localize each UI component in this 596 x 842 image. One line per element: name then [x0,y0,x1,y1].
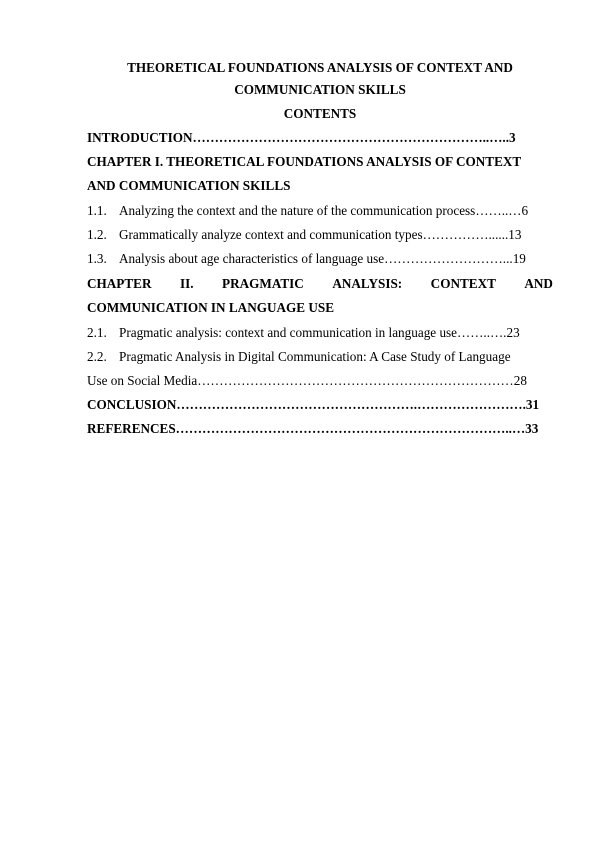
document-title-line-1: THEORETICAL FOUNDATIONS ANALYSIS OF CONTEXT AND [127,60,513,75]
toc-section-2-1 [87,325,553,341]
document-title-line-2: COMMUNICATION SKILLS [234,82,406,97]
toc-section-1-1 [87,203,553,219]
section-number: 1.1. [87,203,107,218]
chapter-2-word: PRAGMATIC [222,276,304,291]
section-title: Analyzing the context and the nature of the communication process……..…6 [119,203,529,218]
toc-chapter-1-line-2: AND COMMUNICATION SKILLS [87,178,291,193]
section-title: Analysis about age characteristics of language use………………………...19 [119,251,526,266]
chapter-2-word: II. [179,276,194,291]
toc-chapter-1-line-1: CHAPTER I. THEORETICAL FOUNDATIONS ANALYSIS OF CONTEXT [87,154,522,169]
toc-references: REFERENCES…………………………………………………………………..…33 [87,421,539,436]
section-number: 2.1. [87,325,107,340]
section-number: 1.3. [87,251,107,266]
toc-section-1-2 [87,227,553,243]
toc-section-2-2-continuation: Use on Social Media………………………………………………………………28 [87,373,527,388]
chapter-2-word: CHAPTER [87,276,152,291]
toc-conclusion: CONCLUSION……………………………………………….…………………….31 [87,397,540,412]
toc-section-1-3 [87,251,553,267]
section-title: Grammatically analyze context and communication types……………......13 [119,227,522,242]
toc-chapter-2-line-2: COMMUNICATION IN LANGUAGE USE [87,300,335,315]
contents-heading: CONTENTS [283,106,357,121]
toc-chapter-2-line-1 [87,276,553,292]
toc-introduction: INTRODUCTION…………………………………………………………..…..3 [87,130,516,145]
chapter-2-word: AND [524,276,553,291]
section-number: 2.2. [87,349,107,364]
section-title: Pragmatic analysis: context and communication in language use……..….23 [119,325,520,340]
toc-section-2-2 [87,349,553,365]
section-number: 1.2. [87,227,107,242]
chapter-2-word: CONTEXT [430,276,496,291]
section-title: Pragmatic Analysis in Digital Communication: A Case Study of Language [119,349,511,364]
chapter-2-word: ANALYSIS: [332,276,403,291]
